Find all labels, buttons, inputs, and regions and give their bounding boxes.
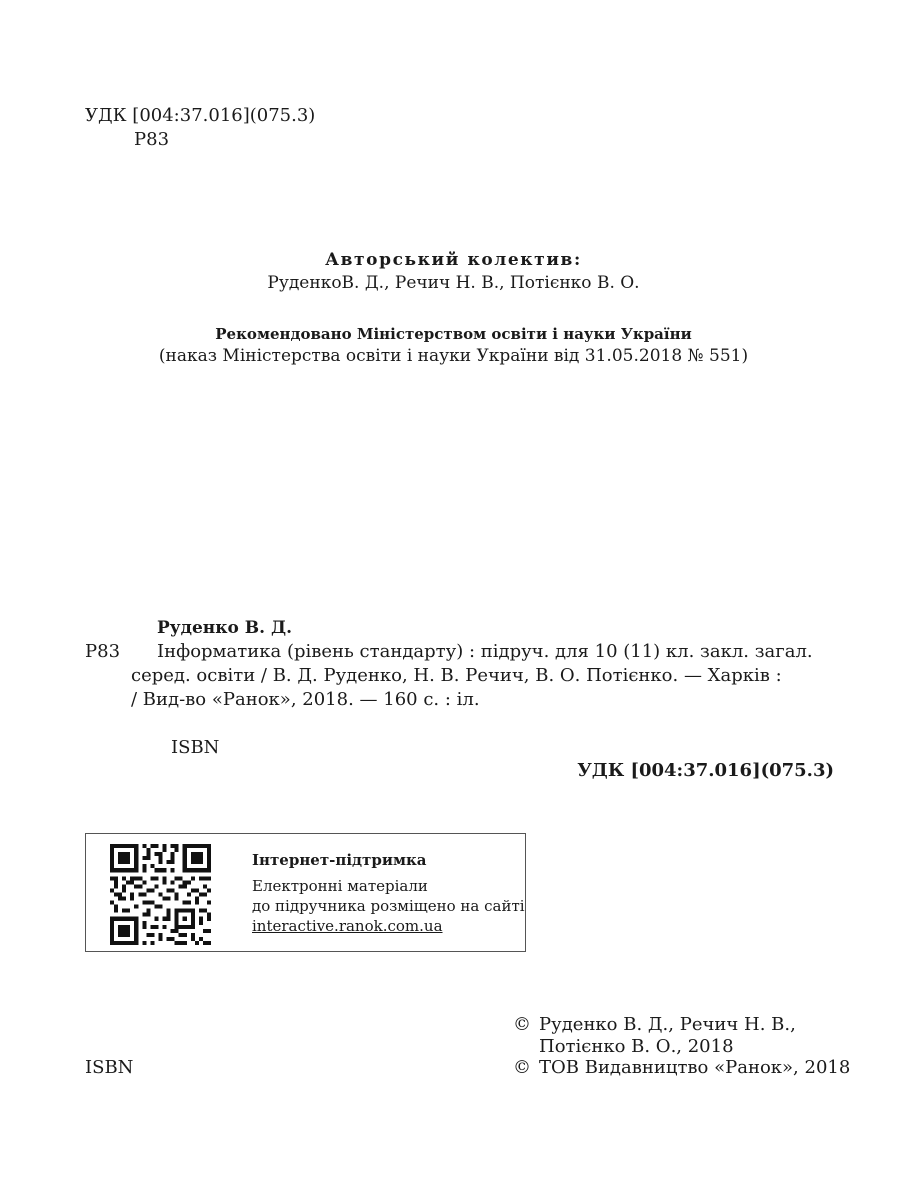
qr-code-icon[interactable] (110, 844, 211, 945)
copyright-block-1 (513, 1013, 796, 1037)
udk-index-top: Р83 (134, 129, 170, 150)
copyright-block-2 (513, 1056, 850, 1080)
catalog-author: Руденко В. Д. (157, 618, 293, 638)
copyright-1-line1: Руденко В. Д., Речич Н. В., (539, 1014, 796, 1035)
catalog-line3: / Вид-во «Ранок», 2018. — 160 с. : іл. (131, 689, 480, 710)
support-title: Інтернет-підтримка (252, 851, 427, 869)
authors-names: РуденкоВ. Д., Речич Н. В., Потієнко В. О. (267, 273, 640, 293)
copyright-symbol: © (513, 1014, 531, 1035)
copyright-2-text: ТОВ Видавництво «Ранок», 2018 (539, 1057, 851, 1078)
catalog-line2: серед. освіти / В. Д. Руденко, Н. В. Речич, В. О. Потієнко. — Харків : (131, 665, 782, 686)
catalog-isbn: ISBN (171, 737, 220, 758)
authors-heading: Авторський колектив: (325, 250, 582, 270)
support-url-link[interactable]: interactive.ranok.com.ua (252, 917, 443, 935)
support-line1: Електронні матеріали (252, 877, 428, 895)
internet-support-box (85, 833, 526, 952)
support-line2: до підручника розміщено на сайті (252, 897, 525, 915)
recommendation-line2: (наказ Міністерства освіти і науки України від 31.05.2018 № 551) (158, 346, 749, 366)
catalog-index: Р83 (85, 641, 121, 662)
catalog-line1: Інформатика (рівень стандарту) : підруч. для 10 (11) кл. закл. загал. (157, 641, 813, 662)
copyright-1-line2: Потієнко В. О., 2018 (539, 1036, 734, 1057)
recommendation-line1: Рекомендовано Міністерством освіти і науки України (215, 325, 692, 343)
copyright-symbol: © (513, 1057, 531, 1078)
footer-isbn: ISBN (85, 1057, 134, 1078)
catalog-udk: УДК [004:37.016](075.3) (577, 760, 834, 781)
udk-code-top: УДК [004:37.016](075.3) (85, 105, 316, 126)
